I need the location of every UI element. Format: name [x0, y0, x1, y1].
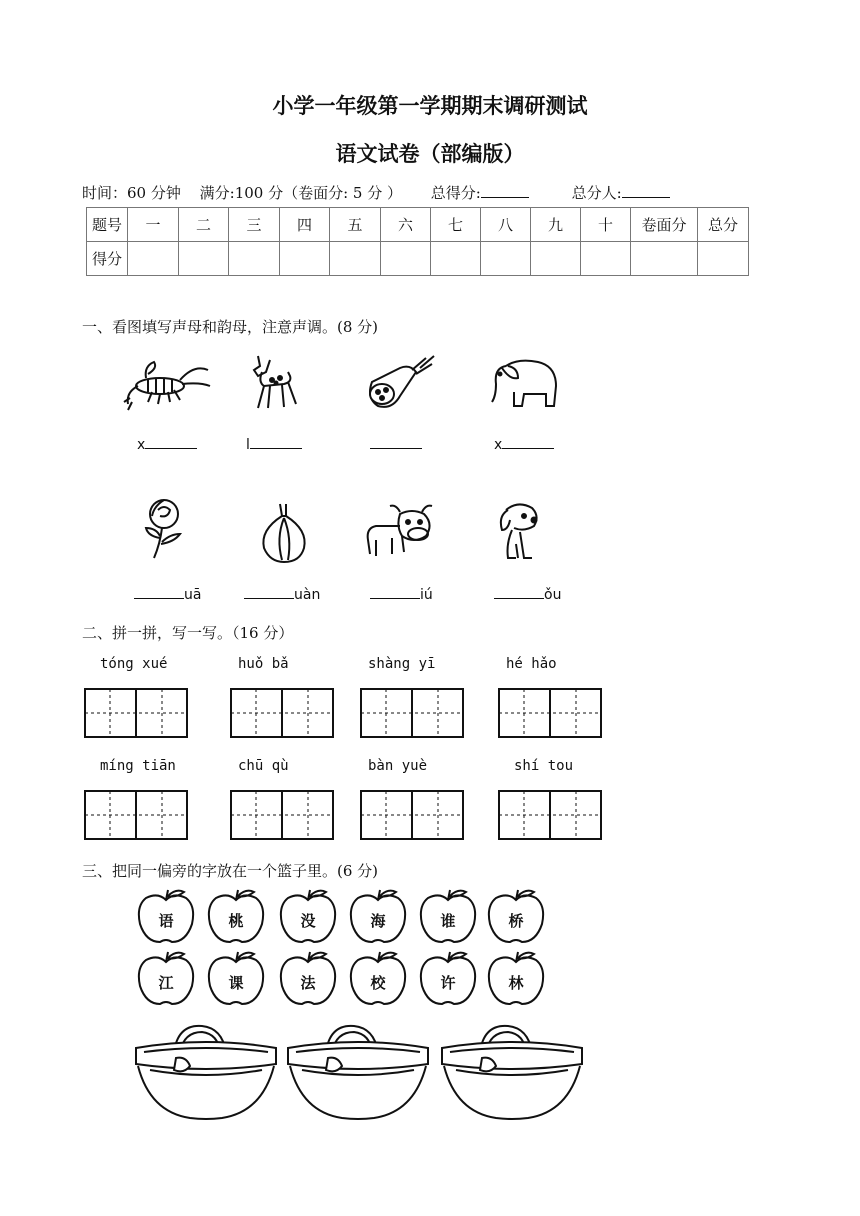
apple-character: 海 [370, 912, 386, 930]
score-cell: 题号 [87, 208, 128, 242]
pinyin-label: shàng yī [368, 656, 436, 672]
score-cell: 十 [581, 208, 631, 242]
score-table-score-row [87, 242, 749, 276]
apple-card[interactable] [348, 950, 408, 1008]
apple-card[interactable] [206, 888, 266, 946]
answer-blank[interactable]: uā [134, 586, 201, 603]
flower-icon [140, 496, 190, 560]
ox-icon [362, 502, 438, 560]
apple-card[interactable] [418, 888, 478, 946]
score-cell: 六 [381, 208, 431, 242]
score-input-cell[interactable] [581, 242, 631, 276]
writing-grid[interactable] [230, 688, 334, 738]
score-input-cell[interactable] [280, 242, 330, 276]
score-cell: 二 [179, 208, 229, 242]
basket-icon[interactable] [282, 1022, 434, 1122]
exam-time: 时间：60 分钟 [82, 184, 181, 202]
pinyin-label: tóng xué [100, 656, 168, 672]
dog-icon [494, 500, 544, 564]
pinyin-label: huǒ bǎ [238, 656, 289, 672]
score-input-cell[interactable] [698, 242, 749, 276]
writing-grid[interactable] [84, 688, 188, 738]
score-input-cell[interactable] [229, 242, 280, 276]
writing-grid[interactable] [84, 790, 188, 840]
answer-blank[interactable]: uàn [244, 586, 320, 603]
page-subtitle: 语文试卷（部编版） [335, 141, 525, 166]
section1-title: 一、看图填写声母和韵母，注意声调。(8 分) [82, 318, 379, 336]
scorer-label: 总分人: [572, 184, 684, 202]
apple-card[interactable] [136, 950, 196, 1008]
total-score-label: 总得分: [431, 184, 543, 202]
score-cell: 卷面分 [631, 208, 698, 242]
apple-character: 校 [370, 974, 386, 992]
score-table-header-row [87, 208, 749, 242]
score-cell: 总分 [698, 208, 749, 242]
apple-character: 没 [300, 912, 316, 930]
answer-blank[interactable]: l [246, 436, 302, 453]
score-input-cell[interactable] [330, 242, 381, 276]
apple-card[interactable] [278, 950, 338, 1008]
apple-character: 许 [440, 974, 456, 992]
crayfish-icon [118, 356, 214, 414]
score-input-cell[interactable] [179, 242, 229, 276]
score-row-label: 得分 [87, 242, 128, 276]
apple-card[interactable] [206, 950, 266, 1008]
apple-character: 课 [228, 974, 244, 992]
score-cell: 五 [330, 208, 381, 242]
section2-title: 二、拼一拼，写一写。（16 分） [82, 624, 294, 642]
apple-character: 语 [158, 912, 174, 930]
writing-grid[interactable] [498, 688, 602, 738]
writing-grid[interactable] [360, 688, 464, 738]
basket-icon[interactable] [436, 1022, 588, 1122]
apple-character: 桃 [228, 912, 244, 930]
score-cell: 三 [229, 208, 280, 242]
score-input-cell[interactable] [631, 242, 698, 276]
apple-card[interactable] [348, 888, 408, 946]
pinyin-label: chū qù [238, 758, 289, 774]
score-input-cell[interactable] [481, 242, 531, 276]
apple-card[interactable] [278, 888, 338, 946]
score-input-cell[interactable] [128, 242, 179, 276]
exam-info [82, 182, 698, 203]
writing-grid[interactable] [230, 790, 334, 840]
score-table [86, 207, 749, 276]
apple-card[interactable] [136, 888, 196, 946]
total-score-blank[interactable] [481, 183, 529, 198]
elephant-icon [488, 354, 562, 414]
deer-icon [244, 352, 300, 414]
score-cell: 一 [128, 208, 179, 242]
apple-card[interactable] [418, 950, 478, 1008]
apple-character: 江 [158, 974, 174, 992]
score-cell: 七 [431, 208, 481, 242]
score-cell: 九 [531, 208, 581, 242]
answer-blank[interactable]: iú [370, 586, 433, 603]
pinyin-label: shí tou [514, 758, 574, 774]
section3-title: 三、把同一偏旁的字放在一个篮子里。(6 分) [82, 862, 379, 880]
score-input-cell[interactable] [431, 242, 481, 276]
score-input-cell[interactable] [381, 242, 431, 276]
apple-character: 林 [508, 974, 524, 992]
basket-icon[interactable] [130, 1022, 282, 1122]
answer-blank[interactable]: x [494, 436, 554, 453]
scorer-blank[interactable] [622, 183, 670, 198]
apple-character: 法 [300, 974, 316, 992]
pinyin-label: hé hǎo [506, 656, 557, 672]
exam-full-score: 满分:100 分（卷面分: 5 分 ） [199, 184, 402, 202]
apple-character: 桥 [508, 912, 524, 930]
garlic-icon [258, 502, 310, 564]
answer-blank[interactable]: ǒu [494, 586, 561, 603]
apple-character: 谁 [440, 912, 456, 930]
apple-card[interactable] [486, 950, 546, 1008]
pinyin-label: bàn yuè [368, 758, 428, 774]
writing-grid[interactable] [360, 790, 464, 840]
apple-card[interactable] [486, 888, 546, 946]
score-input-cell[interactable] [531, 242, 581, 276]
page-title: 小学一年级第一学期期末调研测试 [272, 93, 588, 118]
score-cell: 八 [481, 208, 531, 242]
lotus-root-icon [360, 352, 438, 414]
writing-grid[interactable] [498, 790, 602, 840]
answer-blank[interactable] [370, 436, 422, 453]
score-cell: 四 [280, 208, 330, 242]
answer-blank[interactable]: x [137, 436, 197, 453]
pinyin-label: míng tiān [100, 758, 176, 774]
